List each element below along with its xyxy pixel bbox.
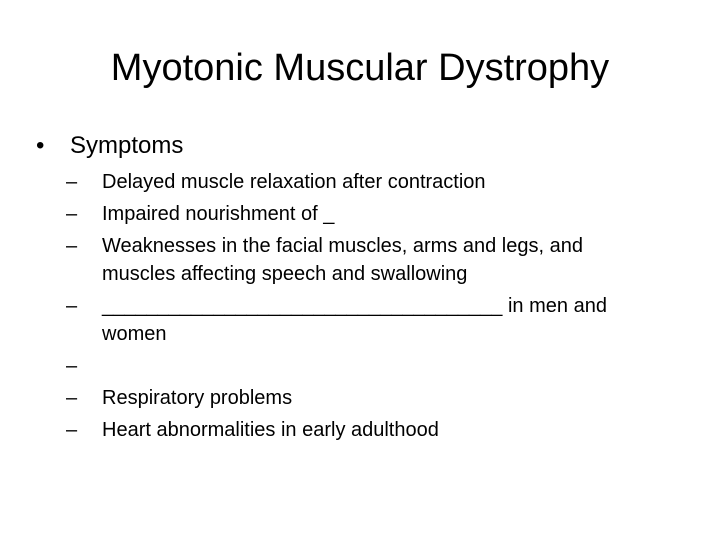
symptom-text: ____________________________________ in men and women [102, 295, 607, 345]
dash-glyph: – [66, 235, 78, 257]
symptom-item [36, 384, 658, 412]
dash-glyph: – [66, 171, 78, 193]
symptom-text [102, 352, 658, 380]
symptom-item [36, 232, 658, 288]
symptom-item-empty [36, 352, 658, 380]
symptom-text: Respiratory problems [102, 387, 293, 409]
dash-glyph: – [66, 203, 78, 225]
bullet-label: Symptoms [70, 132, 184, 159]
dash-glyph: – [66, 355, 78, 377]
symptom-list [36, 168, 676, 444]
symptom-item [36, 200, 658, 228]
symptom-item [36, 416, 658, 444]
dash-glyph: – [66, 295, 78, 317]
slide-body [36, 128, 676, 448]
bullet-symptoms [36, 128, 676, 164]
dash-glyph: – [66, 419, 78, 441]
symptom-text: Weaknesses in the facial muscles, arms and legs, and muscles affecting speech and swallowing [102, 235, 583, 285]
symptom-item [36, 168, 658, 196]
slide-title: Myotonic Muscular Dystrophy [110, 47, 610, 89]
dash-glyph: – [66, 387, 78, 409]
symptom-text: Impaired nourishment of _ [102, 203, 335, 225]
bullet-glyph: • [36, 132, 45, 159]
symptom-text: Delayed muscle relaxation after contraction [102, 171, 486, 193]
symptom-item [36, 292, 658, 348]
symptom-text: Heart abnormalities in early adulthood [102, 419, 439, 441]
